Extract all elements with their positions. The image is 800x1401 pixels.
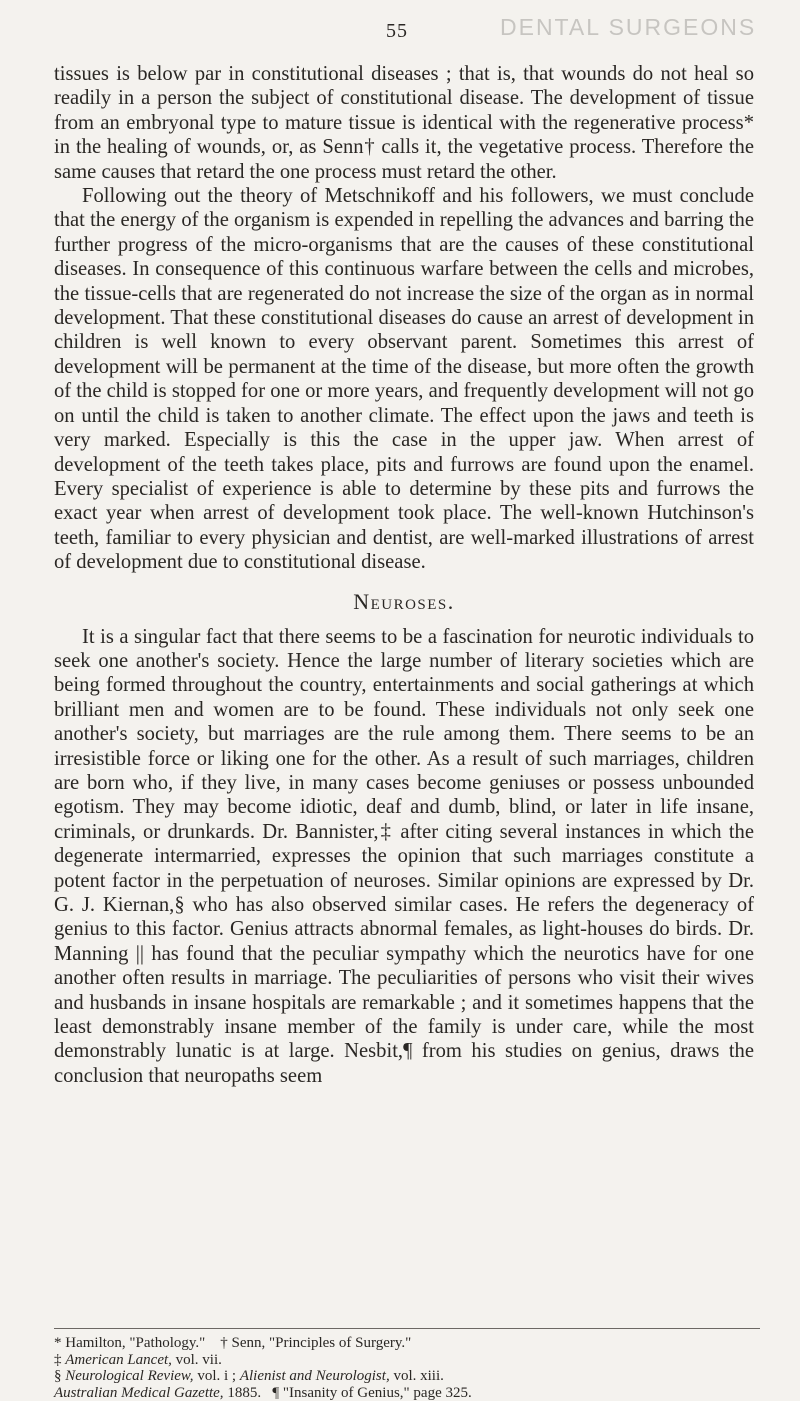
footnote-marker: §	[54, 1368, 62, 1384]
paragraph: It is a singular fact that there seems to be a fascination for neurotic individuals to seek one another's society. Hence the large number of literary societies which are being formed throughout the country, entertainments and social gatherings at which brilliant men and women are to be found. These individuals not only seek one another's society, but marriages are the rule among them. There seems to be an irresistible force or liking one for the other. As a result of such marriages, children are born who, if they live, in many cases become geniuses or possess unbounded egotism. They may become idiotic, deaf and dumb, blind, or later in life insane, criminals, or drunkards. Dr. Bannister,‡ after citing several instances in which the degenerate intermarried, expresses the opinion that such marriages constitute a potent factor in the perpetuation of neuroses. Similar opinions are expressed by Dr. G. J. Kiernan,§ who has also observed similar cases. He refers the degeneracy of genius to this factor. Genius attracts abnormal females, as light-houses do birds. Dr. Manning || has found that the peculiar sympathy which the neurotics have for one another often results in marriage. The peculiarities of persons who visit their wives and husbands in insane hospitals are remarkable ; and it sometimes happens that the least demonstrably insane member of the family is under care, while the most demonstrably lunatic is at large. Nesbit,¶ from his studies on genius, draws the conclusion that neuropaths seem	[54, 625, 754, 1089]
journal-title: Neurological Review,	[65, 1368, 193, 1384]
footnote-line	[54, 1368, 760, 1385]
page-number: 55	[386, 20, 408, 43]
footnote: vol. vii.	[176, 1352, 222, 1368]
journal-title: Alienist and Neurologist,	[240, 1368, 390, 1384]
footnote-marker: ‡	[54, 1352, 62, 1368]
section-heading: Neuroses.	[54, 589, 754, 615]
footnote: 1885.	[227, 1385, 261, 1401]
footnote: * Hamilton, "Pathology."	[54, 1335, 205, 1351]
journal-title: Australian Medical Gazette,	[54, 1385, 224, 1401]
paragraph: Following out the theory of Metschnikoff and his followers, we must conclude that the energy of the organism is expended in repelling the advances and barring the further progress of the micro-organisms that are the causes of these constitutional diseases. In consequence of this continuous warfare between the cells and microbes, the tissue-cells that are regenerated do not increase the size of the organ as in normal development. That these constitutional diseases do cause an arrest of development in children is well known to every observant parent. Sometimes this arrest of development will be permanent at the time of the disease, but more often the growth of the child is stopped for one or more years, and frequently development will not go on until the child is taken to another climate. The effect upon the jaws and teeth is very marked. Especially is this the case in the upper jaw. When arrest of development of the teeth takes place, pits and furrows are found upon the enamel. Every specialist of experience is able to determine by these pits and furrows the exact year when arrest of development took place. The well-known Hutchinson's teeth, familiar to every physician and dentist, are well-marked illustrations of arrest of development due to constitutional disease.	[54, 184, 754, 575]
footnote-line	[54, 1352, 760, 1369]
paragraph: tissues is below par in constitutional diseases ; that is, that wounds do not heal so readily in a person the subject of constitutional disease. The development of tissue from an embryonal type to mature tissue is identical with the regenerative process* in the healing of wounds, or, as Senn† calls it, the vegetative process. Therefore the same causes that retard the one process must retard the other.	[54, 62, 754, 184]
footnote: ¶ "Insanity of Genius," page 325.	[272, 1385, 471, 1401]
footnotes	[54, 1328, 760, 1401]
journal-title: American Lancet,	[65, 1352, 172, 1368]
footnote: vol. xiii.	[393, 1368, 443, 1384]
footnote-line	[54, 1335, 760, 1352]
library-stamp: DENTAL SURGEONS	[500, 14, 756, 41]
footnote-line	[54, 1385, 760, 1401]
body-text	[54, 62, 754, 1088]
footnote: vol. i ;	[197, 1368, 236, 1384]
footnote: † Senn, "Principles of Surgery."	[220, 1335, 411, 1351]
